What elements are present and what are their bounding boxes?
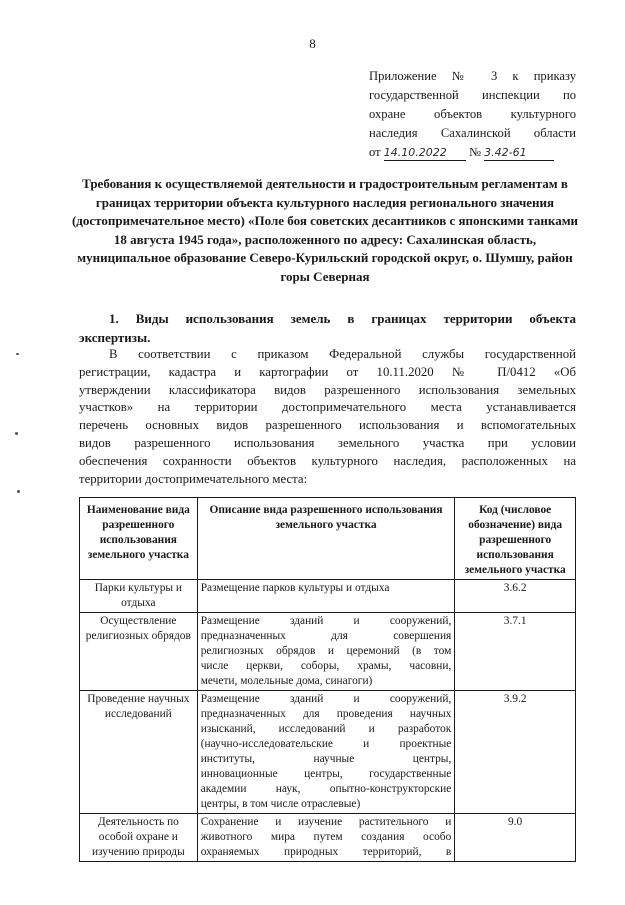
section-heading-line: 1. Виды использования земель в границах территории объекта bbox=[109, 311, 576, 326]
land-use-table bbox=[79, 497, 576, 862]
description-line: мечети, молельные дома, синагоги) bbox=[200, 675, 373, 687]
section-paragraph bbox=[79, 346, 576, 488]
table-row bbox=[80, 613, 576, 691]
scan-speck bbox=[16, 353, 19, 355]
cell-name: Деятельность по особой охране и изучению природы bbox=[80, 814, 198, 862]
section-heading bbox=[79, 310, 576, 347]
description-line: институты, научные центры, bbox=[200, 753, 452, 765]
paragraph-line: регистрации, кадастра и картографии от 10.11.2020 № П/0412 «Об bbox=[79, 364, 576, 379]
page-number: 8 bbox=[309, 36, 316, 51]
cell-description bbox=[197, 814, 455, 862]
header-description: Описание вида разрешенного использования земельного участка bbox=[197, 498, 455, 580]
cell-description bbox=[197, 691, 455, 814]
appendix-line: наследия Сахалинской области bbox=[369, 126, 576, 140]
description-line: Сохранение и изучение растительного и bbox=[200, 816, 452, 828]
appendix-line: государственной инспекции по bbox=[369, 88, 576, 102]
description-line: охраняемых природных территорий, в bbox=[200, 846, 452, 858]
description-line: центры, в том числе отраслевые) bbox=[200, 798, 361, 810]
description-line: (научно-исследовательские и проектные bbox=[200, 738, 452, 750]
table-header-row bbox=[80, 498, 576, 580]
table-row bbox=[80, 691, 576, 814]
scan-speck bbox=[15, 432, 18, 435]
paragraph-line: перечень основных видов разрешенного использования и вспомогательных bbox=[79, 418, 576, 433]
cell-description bbox=[197, 613, 455, 691]
cell-name: Осуществление религиозных обрядов bbox=[80, 613, 198, 691]
section-heading-line: экспертизы. bbox=[79, 329, 151, 345]
description-line: Размещение зданий и сооружений, bbox=[200, 615, 452, 627]
table-row bbox=[80, 580, 576, 613]
description-line: академии наук, опытно-конструкторские bbox=[200, 783, 452, 795]
cell-code: 9.0 bbox=[455, 814, 576, 862]
from-label: от bbox=[369, 145, 381, 159]
cell-code: 3.9.2 bbox=[455, 691, 576, 814]
paragraph-line: видов разрешенного использования земельного участка при условии bbox=[79, 435, 576, 450]
description-line: Размещение зданий и сооружений, bbox=[200, 693, 452, 705]
appendix-date-line bbox=[369, 143, 576, 162]
description-line: предназначенных для проведения научных bbox=[200, 708, 452, 720]
description-line: религиозных обрядов и церемоний (в том bbox=[200, 645, 452, 657]
appendix-line: Приложение № 3 к приказу bbox=[369, 69, 576, 83]
cell-description bbox=[197, 580, 455, 613]
appendix-block bbox=[369, 67, 576, 162]
header-name: Наименование вида разрешенного использования земельного участка bbox=[80, 498, 198, 580]
table-row bbox=[80, 814, 576, 862]
cell-code: 3.7.1 bbox=[455, 613, 576, 691]
description-line: инновационные центры, государственные bbox=[200, 768, 452, 780]
number-label: № bbox=[468, 145, 481, 159]
handwritten-number: 3.42-61 bbox=[484, 146, 554, 161]
paragraph-line: В соответствии с приказом Федеральной службы государственной bbox=[109, 347, 576, 361]
cell-name: Проведение научных исследований bbox=[80, 691, 198, 814]
description-line: предназначенных для совершения bbox=[200, 630, 452, 642]
description-line: животного мира путем создания особо bbox=[200, 831, 452, 843]
cell-name: Парки культуры и отдыха bbox=[80, 580, 198, 613]
appendix-line: охране объектов культурного bbox=[369, 107, 576, 121]
description-line: Размещение парков культуры и отдыха bbox=[200, 582, 390, 594]
paragraph-line: участков» на территории достопримечательного места устанавливается bbox=[79, 400, 576, 415]
paragraph-line: территории достопримечательного места: bbox=[79, 471, 308, 486]
paragraph-line: обеспечения сохранности объектов культурного наследия, расположенных на bbox=[79, 453, 576, 468]
description-line: числе церкви, соборы, храмы, часовни, bbox=[200, 660, 452, 672]
paragraph-line: утверждении классификатора видов разрешенного использования земельных bbox=[79, 382, 576, 397]
document-title: Требования к осуществляемой деятельности и градостроительным регламентам в границах территории объекта культурного наследия регионального значения (достопримечательное место) «Поле боя советских десантников с японскими танками 18 августа 1945 года», расположенного по адресу: Сахалинская область, муниципальное образование Северо-Курильский городской округ, о. Шумшу, район горы Северная bbox=[71, 176, 579, 284]
scan-speck bbox=[17, 490, 20, 493]
description-line: изысканий, исследований и разработок bbox=[200, 723, 452, 735]
handwritten-date: 14.10.2022 bbox=[384, 146, 466, 161]
cell-code: 3.6.2 bbox=[455, 580, 576, 613]
header-code: Код (числовое обозначение) вида разрешенного использования земельного участка bbox=[455, 498, 576, 580]
